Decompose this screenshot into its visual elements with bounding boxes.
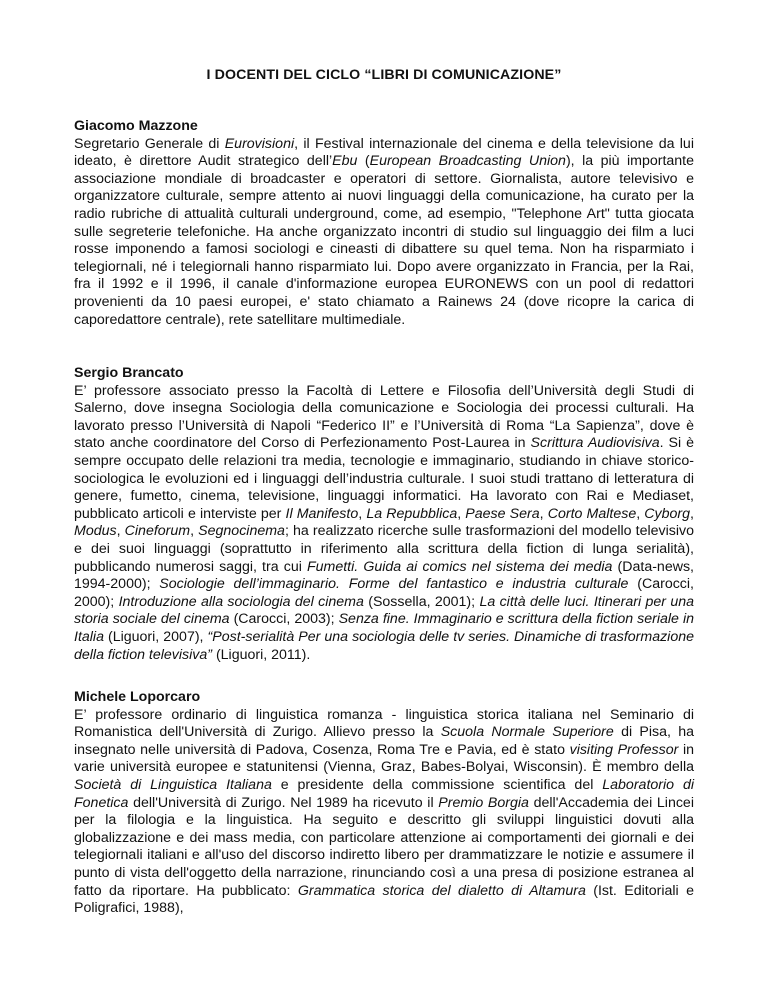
body-emphasis: Scuola Normale Superiore — [440, 724, 614, 741]
section-body — [74, 383, 694, 665]
body-text: , — [190, 523, 199, 540]
body-text: ; ha realizzato ricerche sulle trasformazioni del modello televisivo e dei suoi linguaggi (soprattutto in riferimento alla scrittura della fiction di lunga serialità), pubblicando numerosi saggi, tra cui — [74, 523, 694, 575]
body-emphasis: “Post-serialità Per una sociologia delle tv series. Dinamiche di trasformazione della fiction televisiva” — [74, 628, 694, 663]
body-text: dell'Università di Zurigo. Nel 1989 ha ricevuto il — [128, 794, 439, 811]
body-text: (Data-news, 1994-2000); — [74, 558, 694, 593]
body-text: ( — [357, 153, 370, 170]
body-text: E’ professore associato presso la Facoltà di Lettere e Filosofia dell’Università degli Studi di Salerno, dove insegna Sociologia della comunicazione e Sociologia dei processi culturali. Ha lavorato presso l’Università di Napoli “Federico II” e l’Università di Roma “La Sapienza”, dove è stato anche coordinatore del Corso di Perfezionamento Post-Laurea in — [74, 382, 694, 452]
body-text: , — [358, 505, 367, 522]
body-emphasis: visiting Professor — [569, 741, 679, 758]
section-name: Sergio Brancato — [74, 365, 184, 381]
body-text: , — [636, 505, 645, 522]
body-emphasis: Società di Linguistica Italiana — [74, 776, 272, 793]
section-sergio-brancato — [74, 365, 694, 664]
body-emphasis: Senza fine. Immaginario e scrittura della fiction seriale in Italia — [74, 611, 695, 645]
section-body — [74, 707, 694, 918]
body-text: , — [457, 505, 466, 522]
body-emphasis: Modus — [74, 523, 117, 540]
body-emphasis: Cineforum — [124, 523, 191, 540]
body-text: , il Festival internazionale del cinema e della televisione da lui ideato, è direttore Audit strategico dell’ — [74, 135, 694, 170]
body-text: ), la più importante associazione mondiale di broadcaster e operatori di settore. Giornalista, autore televisivo e organizzatore culturale, sempre attento ai nuovi linguaggi della comunicazione, ha curato per la radio rubriche di attualità culturali underground, come, ad esempio, "Telephone Art" tutta giocata sulle segreterie telefoniche. Ha anche organizzato incontri di studio sul linguaggio dei film a luci rosse imponendo a famosi sociologi e cineasti di dibattere su quel tema. Non ha risparmiato i telegiornali, né i telegiornali hanno risparmiato lui. Dopo avere organizzato in Francia, per la Rai, fra il 1992 e il 1996, il canale d'informazione europea EURONEWS con un pool di redattori provenienti da 10 paesi europei, e' stato chiamato a Rainews 24 (dove ricopre la carica di caporedattore centrale), rete satellitare multimediale. — [74, 153, 695, 328]
body-emphasis: Scrittura Audiovisiva — [530, 435, 660, 452]
body-emphasis: Cyborg — [644, 505, 691, 522]
body-emphasis: European Broadcasting Union — [369, 153, 566, 170]
body-emphasis: Premio Borgia — [438, 794, 529, 811]
body-emphasis: Paese Sera — [465, 505, 540, 522]
body-text: (Ist. Editoriali e Poligrafici, 1988), — [74, 882, 694, 917]
body-text: (Liguori, 2007), — [103, 628, 208, 645]
body-text: in varie università europee e statunitensi (Vienna, Graz, Babes-Bolyai, Wisconsin). È membro della — [74, 741, 694, 776]
body-emphasis: Grammatica storica del dialetto di Altamura — [297, 882, 586, 899]
body-text: di Pisa, ha insegnato nelle università di Padova, Cosenza, Roma Tre e Pavia, ed è stato — [74, 724, 694, 758]
body-text: (Carocci, 2003); — [229, 611, 339, 628]
body-emphasis: Introduzione alla sociologia del cinema — [118, 593, 364, 610]
body-emphasis: Ebu — [332, 153, 358, 170]
body-text: dell'Accademia dei Lincei per la filologia e la linguistica. Ha seguito e descritto gli sviluppi linguistici dovuti alla globalizzazione e dei mass media, con particolare attenzione ai comportamenti dei giornali e dei telegiornali italiani e all'uso del discorso indiretto libero per drammatizzare le notizie e assumere il punto di vista dell'oggetto della narrazione, rinunciando così a una presa di posizione estranea al fatto da riportare. Ha pubblicato: — [74, 794, 694, 899]
body-emphasis: Fumetti. Guida ai comics nel sistema dei media — [306, 558, 613, 575]
section-michele-loporcaro — [74, 689, 694, 918]
section-name: Giacomo Mazzone — [74, 118, 198, 134]
body-text: E’ professore ordinario di linguistica romanza - linguistica storica italiana nel Seminario di Romanistica dell'Università di Zurigo. Allievo presso la — [74, 706, 694, 741]
body-text: , — [116, 523, 125, 540]
body-text: (Carocci, 2000); — [74, 576, 694, 610]
body-emphasis: Corto Maltese — [547, 505, 637, 522]
section-body — [74, 136, 694, 330]
body-emphasis: La città delle luci. Itinerari per una storia sociale del cinema — [74, 593, 695, 628]
section-giacomo-mazzone — [74, 118, 694, 329]
section-name: Michele Loporcaro — [74, 689, 201, 705]
body-emphasis: La Repubblica — [366, 505, 458, 522]
body-emphasis: Laboratorio di Fonetica — [74, 776, 694, 811]
body-text: (Liguori, 2011). — [212, 646, 311, 663]
body-emphasis: Il Manifesto — [285, 505, 359, 522]
body-text: (Sossella, 2001); — [363, 593, 480, 610]
body-text: , — [539, 505, 548, 522]
body-emphasis: Eurovisioni — [224, 135, 295, 152]
body-text: , — [690, 505, 694, 522]
body-text: . Si è sempre occupato delle relazioni tra media, tecnologie e immaginario, studiando in chiave storico-sociologica le evoluzioni ed i linguaggi dell’industria culturale. I suoi studi trattano di letteratura di genere, fumetto, cinema, televisione, linguaggi informatici. Ha lavorato con Rai e Mediaset, pubblicato articoli e interviste per — [74, 435, 695, 522]
body-emphasis: Sociologie dell’immaginario. Forme del fantastico e industria culturale — [159, 576, 629, 593]
body-emphasis: Segnocinema — [198, 523, 285, 540]
body-text: e presidente della commissione scientifica del — [271, 776, 603, 793]
body-text: Segretario Generale di — [74, 135, 225, 152]
document-title: I DOCENTI DEL CICLO “LIBRI DI COMUNICAZIONE” — [206, 67, 562, 83]
